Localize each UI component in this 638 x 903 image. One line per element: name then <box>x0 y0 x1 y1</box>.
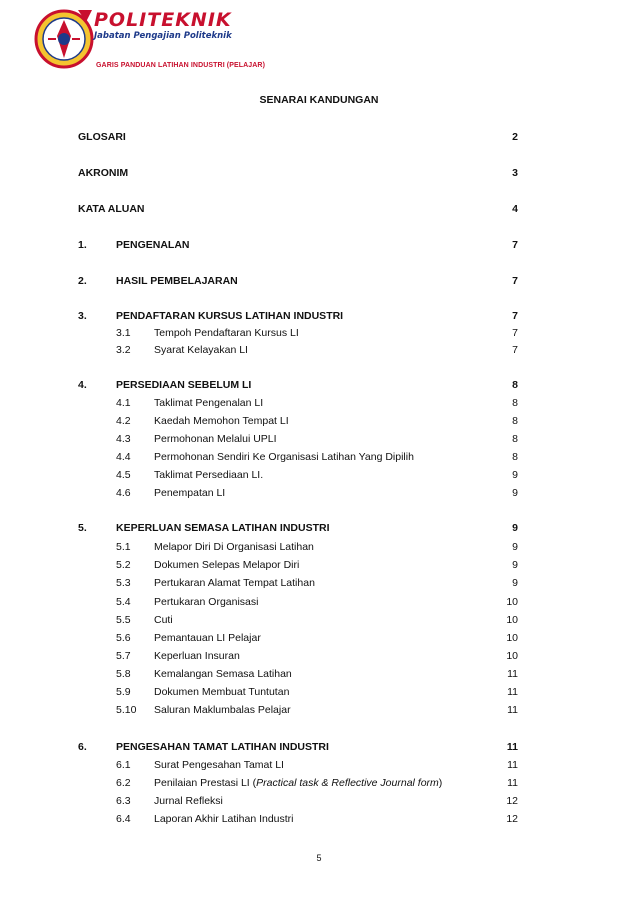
toc-number: 5.8 <box>116 668 131 680</box>
toc-title: PENGESAHAN TAMAT LATIHAN INDUSTRI <box>116 741 329 753</box>
toc-title: Saluran Maklumbalas Pelajar <box>154 704 291 716</box>
toc-title: AKRONIM <box>78 167 129 179</box>
toc-number: 6.3 <box>116 795 131 807</box>
page-number: 5 <box>316 853 322 863</box>
toc-title: Syarat Kelayakan LI <box>154 344 248 356</box>
toc-page-number: 8 <box>512 415 518 427</box>
toc-title: Pertukaran Alamat Tempat Latihan <box>154 577 315 589</box>
toc-number: 6.4 <box>116 813 131 825</box>
toc-number: 4.1 <box>116 397 131 409</box>
toc-number: 1. <box>78 239 87 251</box>
toc-number: 4.4 <box>116 451 131 463</box>
toc-title: Dokumen Membuat Tuntutan <box>154 686 290 698</box>
toc-page-number: 10 <box>506 596 518 608</box>
toc-title: Dokumen Selepas Melapor Diri <box>154 559 300 571</box>
page-title: SENARAI KANDUNGAN <box>259 94 379 106</box>
politeknik-emblem-logo <box>34 6 94 72</box>
toc-page-number: 11 <box>507 686 518 698</box>
toc-page-number: 7 <box>512 275 518 287</box>
toc-title: Permohonan Sendiri Ke Organisasi Latihan Yang Dipilih <box>154 451 414 463</box>
toc-number: 4.2 <box>116 415 131 427</box>
toc-page-number: 9 <box>512 469 518 481</box>
toc-title: Tempoh Pendaftaran Kursus LI <box>154 327 299 339</box>
brand-name: POLITEKNIK <box>94 9 232 31</box>
brand-subtitle: Jabatan Pengajian Politeknik <box>94 31 232 41</box>
toc-title: HASIL PEMBELAJARAN <box>116 275 238 287</box>
toc-title: Laporan Akhir Latihan Industri <box>154 813 294 825</box>
toc-page-number: 10 <box>506 632 518 644</box>
toc-title: Kemalangan Semasa Latihan <box>154 668 292 680</box>
toc-title: Jurnal Refleksi <box>154 795 223 807</box>
toc-title: GLOSARI <box>78 131 126 143</box>
document-header-note: GARIS PANDUAN LATIHAN INDUSTRI (PELAJAR) <box>96 62 266 69</box>
toc-number: 6.2 <box>116 777 131 789</box>
toc-page-number: 9 <box>512 522 518 534</box>
toc-number: 5.6 <box>116 632 131 644</box>
toc-number: 4.6 <box>116 487 131 499</box>
toc-title: Surat Pengesahan Tamat LI <box>154 759 284 771</box>
toc-number: 3.2 <box>116 344 131 356</box>
toc-title: PENGENALAN <box>116 239 190 251</box>
toc-title: Melapor Diri Di Organisasi Latihan <box>154 541 314 553</box>
toc-page-number: 8 <box>512 433 518 445</box>
toc-title: Keperluan Insuran <box>154 650 240 662</box>
toc-page-number: 3 <box>512 167 518 179</box>
toc-number: 5.3 <box>116 577 131 589</box>
toc-title: Kaedah Memohon Tempat LI <box>154 415 289 427</box>
toc-number: 5. <box>78 522 87 534</box>
toc-title: PERSEDIAAN SEBELUM LI <box>116 379 252 391</box>
toc-number: 5.7 <box>116 650 131 662</box>
toc-title: KEPERLUAN SEMASA LATIHAN INDUSTRI <box>116 522 330 534</box>
toc-number: 3. <box>78 310 87 322</box>
toc-page-number: 12 <box>506 813 518 825</box>
toc-page-number: 8 <box>512 379 518 391</box>
toc-page-number: 2 <box>512 131 518 143</box>
toc-number: 4.3 <box>116 433 131 445</box>
toc-page-number: 7 <box>512 239 518 251</box>
toc-page-number: 10 <box>506 614 518 626</box>
toc-number: 2. <box>78 275 87 287</box>
toc-page-number: 7 <box>512 327 518 339</box>
toc-number: 5.5 <box>116 614 131 626</box>
toc-number: 3.1 <box>116 327 131 339</box>
toc-title: PENDAFTARAN KURSUS LATIHAN INDUSTRI <box>116 310 344 322</box>
toc-title: Pemantauan LI Pelajar <box>154 632 261 644</box>
toc-number: 6. <box>78 741 87 753</box>
toc-page-number: 9 <box>512 487 518 499</box>
toc-page-number: 9 <box>512 577 518 589</box>
toc-number: 5.9 <box>116 686 131 698</box>
toc-title: KATA ALUAN <box>78 203 145 215</box>
toc-page-number: 11 <box>507 759 518 771</box>
brand-block <box>94 10 232 41</box>
toc-title: Permohonan Melalui UPLI <box>154 433 277 445</box>
toc-page-number: 11 <box>507 777 518 789</box>
toc-page-number: 11 <box>507 704 518 716</box>
toc-title: Pertukaran Organisasi <box>154 596 259 608</box>
toc-page-number: 7 <box>512 310 518 322</box>
toc-number: 4.5 <box>116 469 131 481</box>
toc-number: 4. <box>78 379 87 391</box>
toc-number: 6.1 <box>116 759 131 771</box>
toc-number: 5.2 <box>116 559 131 571</box>
toc-page-number: 7 <box>512 344 518 356</box>
toc-page-number: 11 <box>507 668 518 680</box>
toc-title: Taklimat Persediaan LI. <box>154 469 264 481</box>
toc-page-number: 4 <box>512 203 518 215</box>
toc-page-number: 10 <box>506 650 518 662</box>
toc-title: Penempatan LI <box>154 487 226 499</box>
toc-title: Taklimat Pengenalan LI <box>154 397 264 409</box>
toc-title: Penilaian Prestasi LI (Practical task & Reflective Journal form) <box>154 777 443 789</box>
toc-number: 5.10 <box>116 704 137 716</box>
toc-page-number: 9 <box>512 559 518 571</box>
toc-page-number: 8 <box>512 397 518 409</box>
toc-page-number: 11 <box>506 741 518 753</box>
toc-page-number: 12 <box>506 795 518 807</box>
toc-page-number: 8 <box>512 451 518 463</box>
toc-number: 5.4 <box>116 596 131 608</box>
toc-title: Cuti <box>154 614 173 626</box>
toc-page-number: 9 <box>512 541 518 553</box>
toc-number: 5.1 <box>116 541 131 553</box>
